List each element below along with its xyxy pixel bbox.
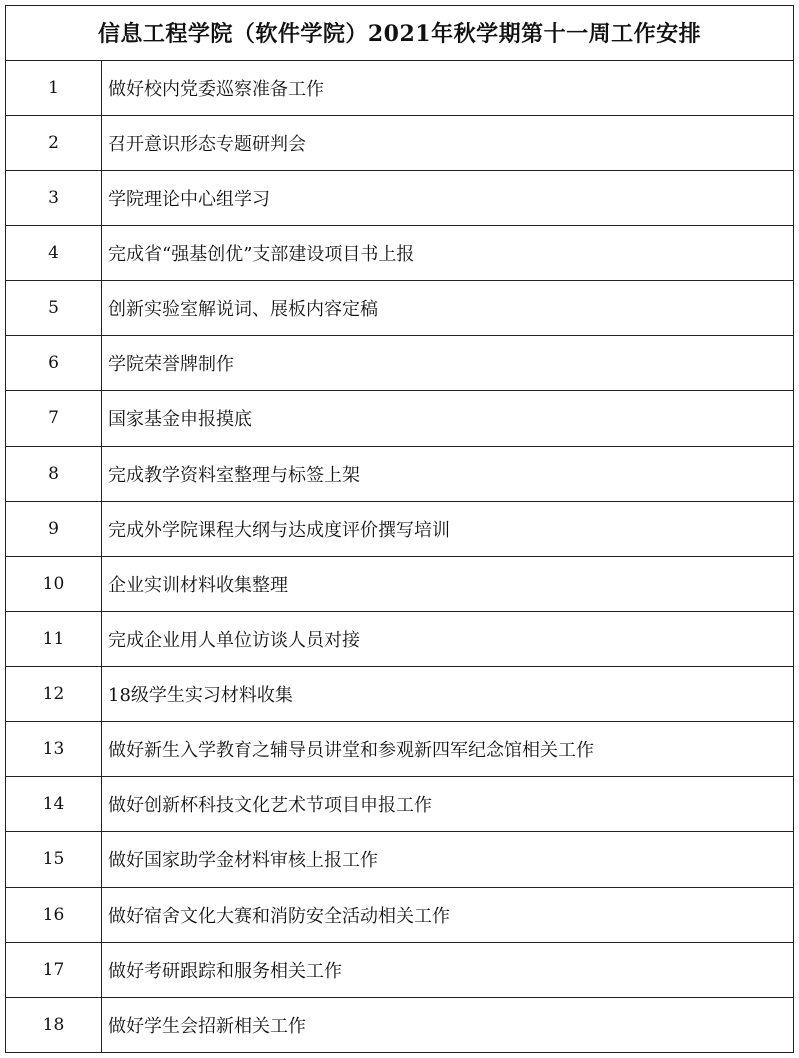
task-text: 做好校内党委巡察准备工作 [102,60,794,115]
schedule-title: 信息工程学院（软件学院）2021年秋学期第十一周工作安排 [6,6,794,61]
table-row [6,887,794,942]
table-row [6,446,794,501]
row-number: 14 [6,777,102,832]
title-row [6,6,794,61]
table-row [6,336,794,391]
table-row [6,281,794,336]
row-number: 17 [6,942,102,997]
task-text: 国家基金申报摸底 [102,391,794,446]
row-number: 9 [6,501,102,556]
row-number: 3 [6,170,102,225]
row-number: 4 [6,226,102,281]
row-number: 18 [6,997,102,1052]
row-number: 1 [6,60,102,115]
table-row [6,722,794,777]
task-text: 学院理论中心组学习 [102,170,794,225]
task-text: 完成企业用人单位访谈人员对接 [102,611,794,666]
task-text: 做好国家助学金材料审核上报工作 [102,832,794,887]
task-text: 企业实训材料收集整理 [102,556,794,611]
task-text: 完成教学资料室整理与标签上架 [102,446,794,501]
task-text: 完成省“强基创优”支部建设项目书上报 [102,226,794,281]
table-row [6,942,794,997]
table-row [6,556,794,611]
row-number: 11 [6,611,102,666]
row-number: 10 [6,556,102,611]
schedule-table [5,5,794,1053]
task-text: 召开意识形态专题研判会 [102,115,794,170]
task-text: 做好宿舍文化大赛和消防安全活动相关工作 [102,887,794,942]
table-row [6,667,794,722]
row-number: 5 [6,281,102,336]
row-number: 15 [6,832,102,887]
table-row [6,391,794,446]
table-row [6,60,794,115]
row-number: 16 [6,887,102,942]
task-text: 做好考研跟踪和服务相关工作 [102,942,794,997]
task-text: 学院荣誉牌制作 [102,336,794,391]
row-number: 8 [6,446,102,501]
row-number: 13 [6,722,102,777]
task-text: 创新实验室解说词、展板内容定稿 [102,281,794,336]
row-number: 2 [6,115,102,170]
task-text: 做好学生会招新相关工作 [102,997,794,1052]
task-text: 做好创新杯科技文化艺术节项目申报工作 [102,777,794,832]
row-number: 12 [6,667,102,722]
table-row [6,115,794,170]
table-row [6,226,794,281]
row-number: 7 [6,391,102,446]
task-text: 完成外学院课程大纲与达成度评价撰写培训 [102,501,794,556]
table-row [6,170,794,225]
task-text: 做好新生入学教育之辅导员讲堂和参观新四军纪念馆相关工作 [102,722,794,777]
table-row [6,832,794,887]
table-row [6,611,794,666]
row-number: 6 [6,336,102,391]
table-row [6,501,794,556]
table-row [6,777,794,832]
table-row [6,997,794,1052]
schedule-body [6,6,794,1053]
task-text: 18级学生实习材料收集 [102,667,794,722]
